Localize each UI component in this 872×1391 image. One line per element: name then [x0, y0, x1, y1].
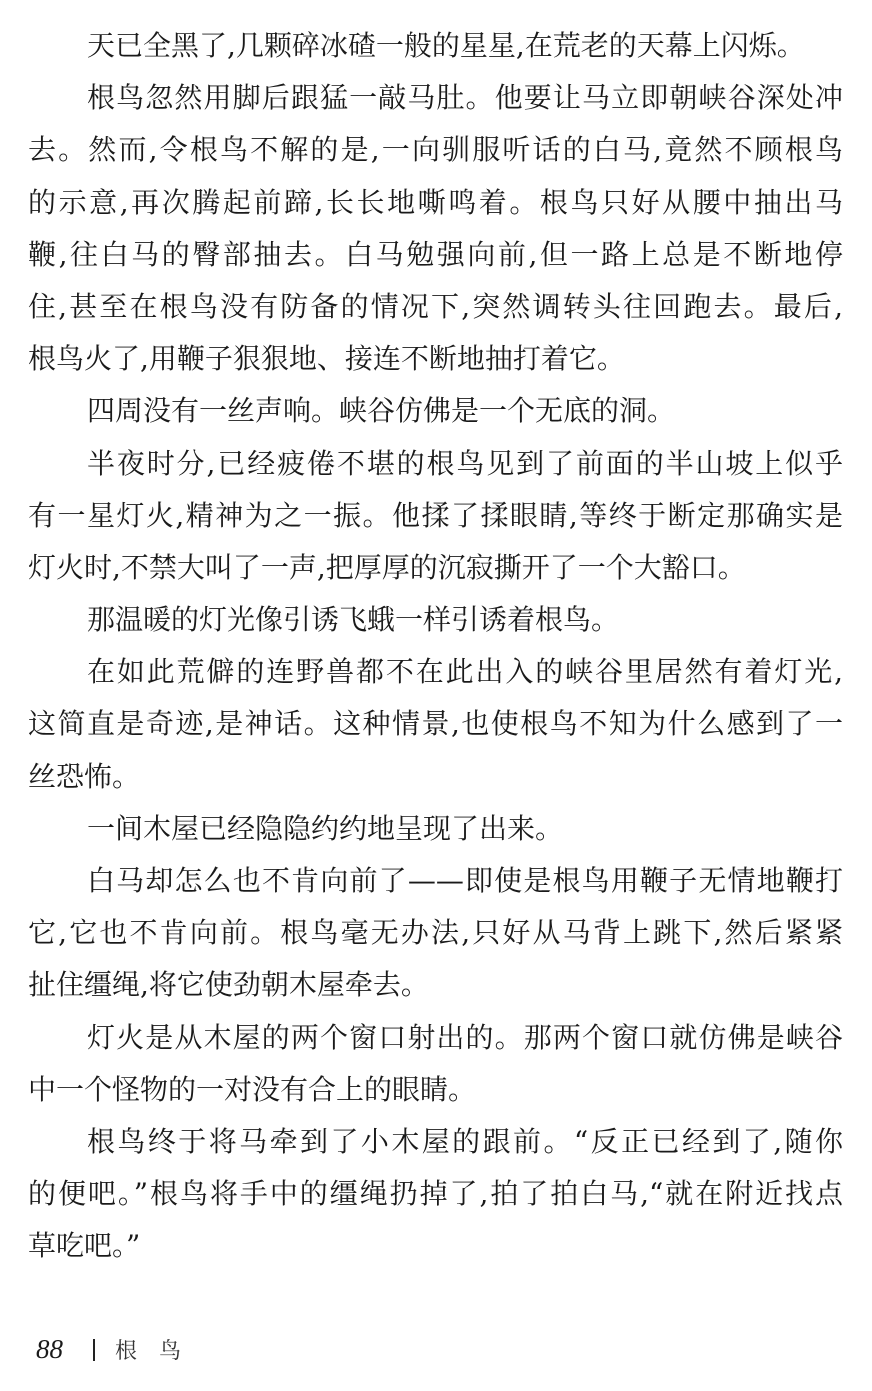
text-line: 半夜时分,已经疲倦不堪的根鸟见到了前面的半山坡上似乎: [87, 446, 843, 480]
footer-divider: [93, 1339, 95, 1361]
page-number: 88: [36, 1334, 63, 1364]
paragraph: [28, 24, 843, 76]
text-line: 它,它也不肯向前。根鸟毫无办法,只好从马背上跳下,然后紧紧: [28, 916, 843, 950]
paragraph: [28, 598, 843, 650]
body-text: [28, 24, 843, 1277]
paragraph: [28, 807, 843, 859]
text-line: 丝恐怖。: [28, 759, 141, 793]
text-line: 灯火是从木屋的两个窗口射出的。那两个窗口就仿佛是峡谷: [87, 1020, 843, 1054]
text-line: 根鸟火了,用鞭子狠狠地、接连不断地抽打着它。: [28, 342, 625, 376]
text-line: 白马却怎么也不肯向前了——即使是根鸟用鞭子无情地鞭打: [87, 864, 843, 897]
text-line: 一间木屋已经隐隐约约地呈现了出来。: [87, 811, 564, 845]
text-line: 在如此荒僻的连野兽都不在此出入的峡谷里居然有着灯光,: [87, 655, 843, 689]
paragraph: [28, 1120, 843, 1277]
text-line: 天已全黑了,几颗碎冰碴一般的星星,在荒老的天幕上闪烁。: [87, 29, 805, 62]
paragraph: [28, 76, 843, 389]
text-line: 的便吧。”根鸟将手中的缰绳扔掉了,拍了拍白马,“就在附近找点: [28, 1177, 843, 1211]
text-line: 草吃吧。”: [28, 1229, 141, 1263]
text-line: 住,甚至在根鸟没有防备的情况下,突然调转头往回跑去。最后,: [28, 289, 843, 323]
book-title: 根鸟: [115, 1339, 204, 1364]
text-line: 去。然而,令根鸟不解的是,一向驯服听话的白马,竟然不顾根鸟: [28, 133, 843, 167]
text-line: 这简直是奇迹,是神话。这种情景,也使根鸟不知为什么感到了一: [28, 707, 843, 741]
text-line: 根鸟终于将马牵到了小木屋的跟前。“反正已经到了,随你: [87, 1124, 843, 1158]
paragraph: [28, 859, 843, 1016]
paragraph: [28, 442, 843, 599]
text-line: 四周没有一丝声响。峡谷仿佛是一个无底的洞。: [87, 394, 676, 428]
text-line: 扯住缰绳,将它使劲朝木屋牵去。: [28, 968, 429, 1002]
text-line: 灯火时,不禁大叫了一声,把厚厚的沉寂撕开了一个大豁口。: [28, 550, 746, 584]
paragraph: [28, 650, 843, 807]
page-footer: [36, 1334, 203, 1365]
paragraph: [28, 389, 843, 441]
text-line: 的示意,再次腾起前蹄,长长地嘶鸣着。根鸟只好从腰中抽出马: [28, 185, 843, 219]
paragraph: [28, 1016, 843, 1120]
text-line: 根鸟忽然用脚后跟猛一敲马肚。他要让马立即朝峡谷深处冲: [87, 81, 843, 115]
text-line: 有一星灯火,精神为之一振。他揉了揉眼睛,等终于断定那确实是: [28, 498, 843, 532]
text-line: 那温暖的灯光像引诱飞蛾一样引诱着根鸟。: [87, 603, 620, 637]
text-line: 鞭,往白马的臀部抽去。白马勉强向前,但一路上总是不断地停: [28, 237, 843, 271]
text-line: 中一个怪物的一对没有合上的眼睛。: [28, 1072, 477, 1106]
